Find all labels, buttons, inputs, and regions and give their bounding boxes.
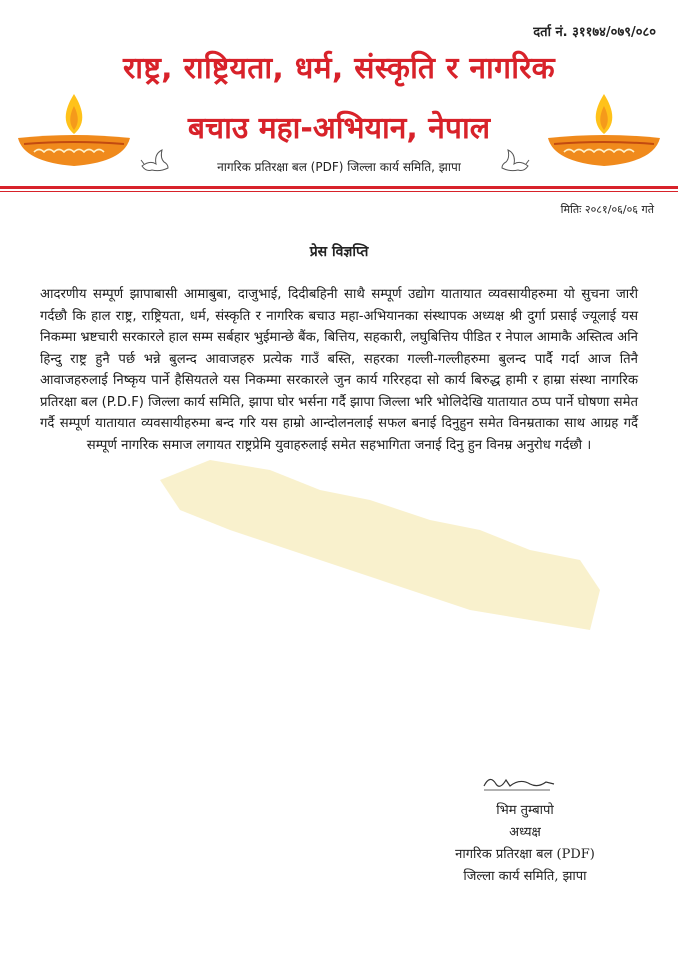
- signatory-committee: जिल्ला कार्य समिति, झापा: [463, 869, 587, 884]
- document-heading: प्रेस विज्ञप्ति: [309, 244, 369, 260]
- subtitle: नागरिक प्रतिरक्षा बल (PDF) जिल्ला कार्य समिति, झापा: [217, 160, 461, 174]
- signature: [480, 770, 560, 794]
- organization-title-line2: बचाउ महा-अभियान, नेपाल: [187, 111, 491, 146]
- press-release-body: आदरणीय सम्पूर्ण झापाबासी आमाबुबा, दाजुभाई, दिदीबहिनी साथै सम्पूर्ण उद्योग यातायात व्यवसायीहरुमा यो सुचना जारी गर्दछौ कि हाल राष्ट्र, राष्ट्रियता, धर्म, संस्कृति र नागरिक बचाउ महा-अभियानका संस्थापक अध्यक्ष श्री दुर्गा प्रसाई ज्यूलाई यस निकम्मा भ्रष्टचारी सरकारले हाल सम्म सर्बहार भुईमान्छे बैंक, बित्तिय, सहकारी, लघुबित्तिय पीडित र नेपाल आमाकै अस्तित्व अनि हिन्दु राष्ट्र हुनै पर्छ भन्ने बुलन्द आवाजहरु प्रत्येक गाउँ बस्ति, सहरका गल्ली-गल्लीहरुमा बुलन्द पार्दै गर्दा आज तिनै आवाजहरुलाई निष्कृय पार्ने हैसियतले यस निकम्मा सरकारले जुन कार्य गरिरहदा सो कार्य बिरुद्ध हामी र हाम्रा संस्था नागरिक प्रतिरक्षा बल (P.D.F) जिल्ला कार्य समिति, झापा घोर भर्सना गर्दै झापा जिल्ला भरि भोलिदेखि यातायात ठप्प पार्ने घोषणा समेत गर्दै सम्पूर्ण यातायात व्यवसायीहरुमा बन्द गरि यस हाम्रो आन्दोलनलाई सफल बनाई दिनुहुन समेत विनम्रताका साथ आग्रह गर्दै सम्पूर्ण नागरिक समाज लगायत राष्ट्रप्रेमि युवाहरुलाई समेत सहभागिता जनाई दिनु हुन विनम्र अनुरोध गर्दछौ ।: [40, 287, 638, 453]
- signatory-block: [410, 800, 640, 888]
- dove-icon: [500, 148, 530, 176]
- signatory-organization: नागरिक प्रतिरक्षा बल (PDF): [455, 847, 595, 862]
- signatory-name: भिम तुम्बापो: [496, 803, 554, 818]
- registration-number: दर्ता नं. ३११७४/०७९/०८०: [533, 25, 656, 40]
- organization-title-line1: राष्ट्र, राष्ट्रियता, धर्म, संस्कृति र नागरिक: [123, 51, 555, 86]
- nepal-map-watermark: [150, 440, 610, 640]
- header-divider-thin: [0, 191, 678, 192]
- header-divider: [0, 186, 678, 189]
- document-date: मितिः २०८१/०६/०६ गते: [560, 203, 654, 216]
- signatory-role: अध्यक्ष: [509, 825, 541, 840]
